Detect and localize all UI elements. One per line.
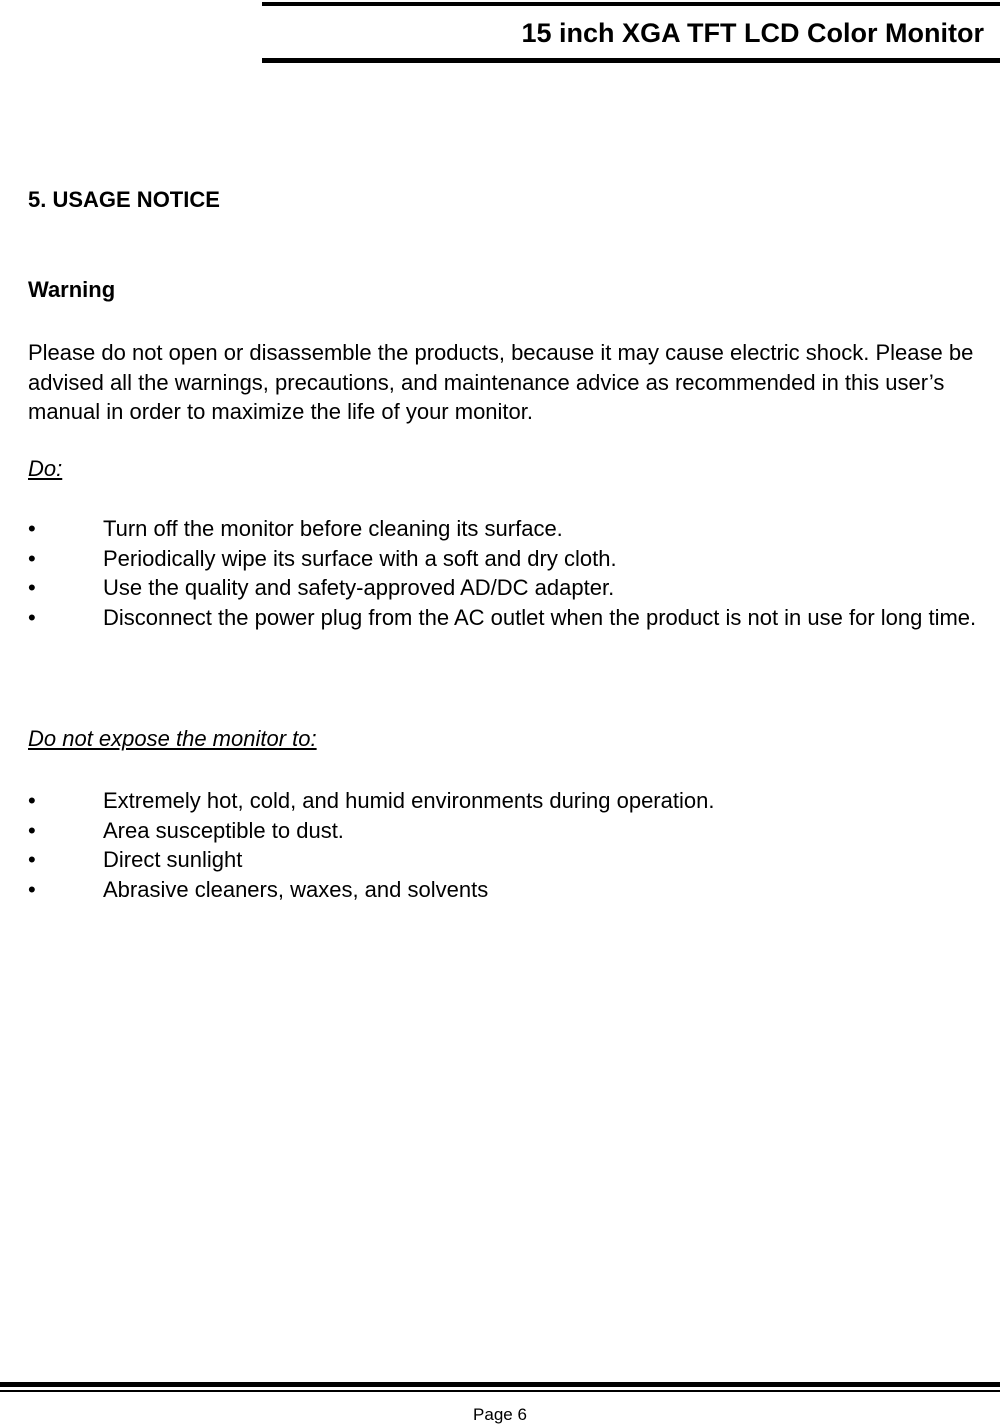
do-heading: Do: bbox=[28, 456, 63, 481]
warning-heading: Warning bbox=[28, 277, 116, 302]
document-header-title: 15 inch XGA TFT LCD Color Monitor bbox=[521, 18, 984, 48]
do-list-item-text: Use the quality and safety-approved AD/DC adapter. bbox=[103, 575, 615, 601]
bullet-icon: • bbox=[28, 847, 36, 873]
header-bottom-rule bbox=[262, 58, 1000, 63]
do-not-expose-list-item-text: Extremely hot, cold, and humid environments during operation. bbox=[103, 788, 715, 813]
do-list bbox=[28, 514, 993, 633]
bullet-icon: • bbox=[28, 605, 36, 631]
do-list-item-text: Periodically wipe its surface with a soft and dry cloth. bbox=[103, 545, 617, 571]
bullet-icon: • bbox=[28, 788, 36, 813]
bullet-icon: • bbox=[28, 516, 36, 541]
do-not-expose-list-item-text: Abrasive cleaners, waxes, and solvents bbox=[103, 877, 489, 903]
do-list-item bbox=[28, 573, 993, 603]
header-top-rule bbox=[262, 2, 1000, 6]
do-list-item bbox=[28, 544, 993, 574]
do-not-expose-list-item bbox=[28, 875, 993, 905]
do-not-expose-list-item-text: Direct sunlight bbox=[103, 847, 243, 873]
footer-thick-rule bbox=[0, 1382, 1000, 1387]
do-not-expose-list-item bbox=[28, 845, 993, 875]
bullet-icon: • bbox=[28, 545, 36, 571]
do-not-expose-list-item-text: Area susceptible to dust. bbox=[103, 817, 344, 843]
warning-paragraph: Please do not open or disassemble the products, because it may cause electric shock. Please be advised all the warnings, precautions, and maintenance advice as recommended in this user’s manual in order to maximize the life of your monitor. bbox=[28, 340, 974, 424]
bullet-icon: • bbox=[28, 575, 36, 601]
do-list-item bbox=[28, 514, 993, 544]
do-list-item bbox=[28, 603, 993, 633]
footer-thin-rule bbox=[0, 1390, 1000, 1392]
do-not-expose-list bbox=[28, 786, 993, 905]
bullet-icon: • bbox=[28, 877, 36, 903]
section-title: 5. USAGE NOTICE bbox=[28, 187, 220, 212]
do-list-item-text: Disconnect the power plug from the AC outlet when the product is not in use for long time. bbox=[103, 605, 977, 631]
page-number: Page 6 bbox=[473, 1405, 527, 1424]
bullet-icon: • bbox=[28, 817, 36, 843]
do-list-item-text: Turn off the monitor before cleaning its surface. bbox=[103, 516, 563, 541]
do-not-expose-list-item bbox=[28, 816, 993, 846]
do-not-expose-heading: Do not expose the monitor to: bbox=[28, 726, 317, 751]
do-not-expose-list-item bbox=[28, 786, 993, 816]
